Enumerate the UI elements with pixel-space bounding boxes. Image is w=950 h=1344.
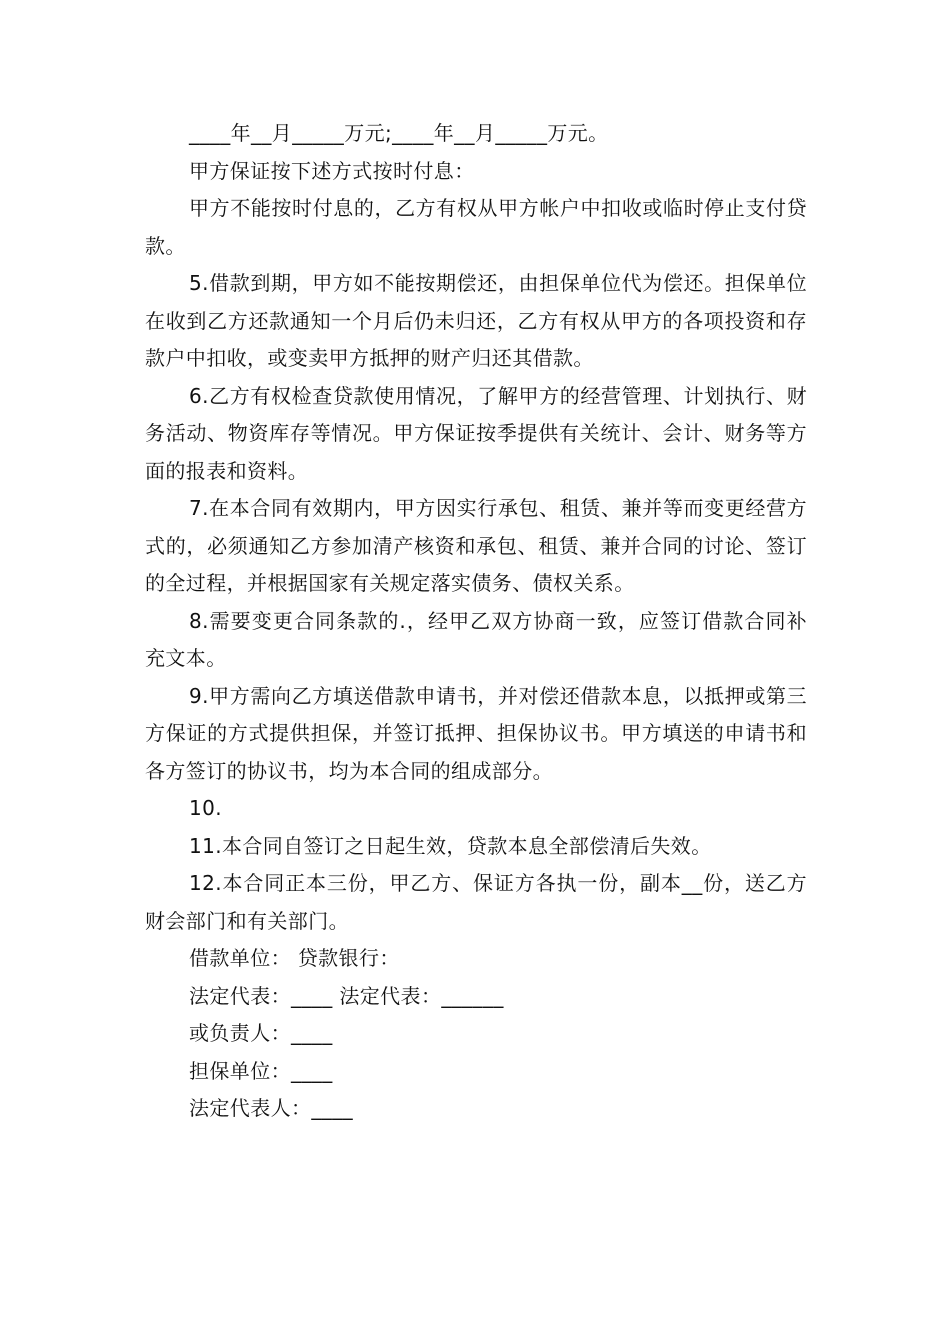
- paragraph-interest-method: 甲方保证按下述方式按时付息：: [189, 158, 475, 183]
- paragraph-interest-default: 甲方不能按时付息的，乙方有权从甲方帐户中扣收或临时停止支付贷款。: [145, 196, 807, 258]
- paragraph-clause-7: 7.在本合同有效期内，甲方因实行承包、租赁、兼并等而变更经营方式的，必须通知乙方参加清产核资和承包、租赁、兼并合同的讨论、签订的全过程，并根据国家有关规定落实债务、债权关系。: [145, 496, 807, 595]
- paragraph-clause-9: 9.甲方需向乙方填送借款申请书，并对偿还借款本息，以抵押或第三方保证的方式提供担保，并签订抵押、担保协议书。甲方填送的申请书和各方签订的协议书，均为本合同的组成部分。: [145, 683, 807, 783]
- paragraph-clause-12: 12.本合同正本三份，甲乙方、保证方各执一份，副本__份，送乙方财会部门和有关部门。: [145, 871, 807, 933]
- signature-borrower-bank: 借款单位： 贷款银行：: [189, 946, 400, 970]
- signature-legal-representative-person: 法定代表人：____: [189, 1096, 353, 1120]
- document-body: [145, 115, 807, 1128]
- paragraph-clause-6: 6.乙方有权检查贷款使用情况，了解甲方的经营管理、计划执行、财务活动、物资库存等情况。甲方保证按季提供有关统计、会计、财务等方面的报表和资料。: [145, 383, 807, 483]
- paragraph-clause-11: 11.本合同自签订之日起生效，贷款本息全部偿清后失效。: [189, 833, 712, 858]
- signature-guarantor: 担保单位：____: [189, 1058, 333, 1083]
- signature-legal-representatives: 法定代表：____ 法定代表：______: [189, 983, 504, 1008]
- paragraph-clause-8: 8.需要变更合同条款的.，经甲乙双方协商一致，应签订借款合同补充文本。: [145, 608, 807, 670]
- signature-person-in-charge: 或负责人：____: [189, 1021, 333, 1045]
- paragraph-clause-10: 10.: [189, 796, 223, 820]
- paragraph-repayment-schedule: ____年__月_____万元;____年__月_____万元。: [189, 121, 609, 145]
- paragraph-clause-5: 5.借款到期，甲方如不能按期偿还，由担保单位代为偿还。担保单位在收到乙方还款通知一个月后仍未归还，乙方有权从甲方的各项投资和存款户中扣收，或变卖甲方抵押的财产归还其借款。: [145, 271, 807, 370]
